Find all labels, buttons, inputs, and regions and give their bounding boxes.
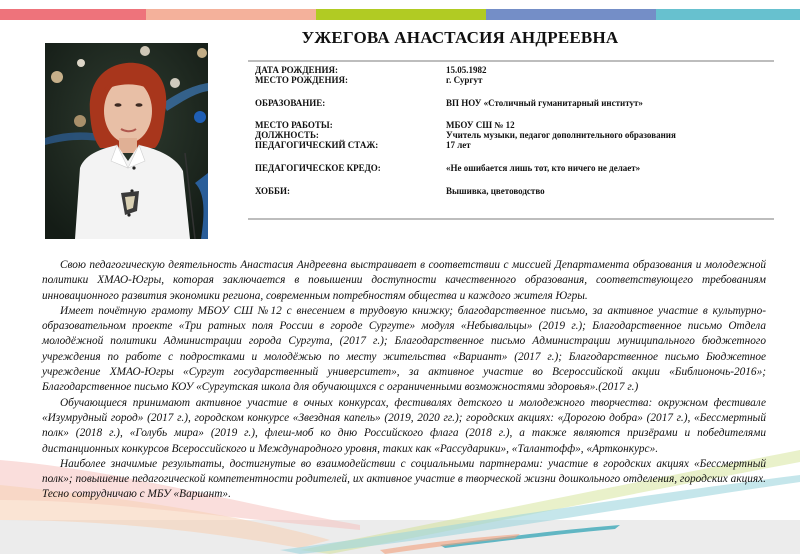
paragraph-students: Обучающиеся принимают активное участие в очных конкурсах, фестивалях детского и молодежного творчества: окружном фестивале «Изумрудный город» (2017 г.), городском конкурсе «Звездная капель» (2019, 2020 гг.); городских акциях: «Дорогою добра» (2017 г.), «Бессмертный полк» (2018 г.), «Голубь мира» (2019 г.), флеш-моб ко дню Российского флага (2018 г.), а также являются призёрами и победителями дистанционных конкурсов Всероссийского и Международного уровня, таких как «Рассударики», «Талантофф», «Артконкурс».: [42, 396, 766, 455]
paragraph-results: Наиболее значимые результаты, достигнутые во взаимодействии с социальными партнерами: участие в городских акциях «Бессмертный полк»; повышение педагогической компетентности родителей, их активное участие в творческой жизни дошкольного отделения, городских акциях. Тесно сотрудничаю с МБУ «Вариант».: [42, 457, 766, 501]
info-label: ПЕДАГОГИЧЕСКИЙ СТАЖ:: [255, 140, 379, 150]
info-value: Вышивка, цветоводство: [446, 186, 545, 196]
info-value: 17 лет: [446, 140, 471, 150]
biography-text: [42, 258, 766, 503]
stripe-segment-green: [316, 9, 486, 20]
info-label: ПЕДАГОГИЧЕСКОЕ КРЕДО:: [255, 163, 381, 173]
stripe-segment-cyan: [656, 9, 800, 20]
info-label: ОБРАЗОВАНИЕ:: [255, 98, 326, 108]
personal-info-box: [248, 60, 774, 220]
stripe-segment-red: [0, 9, 146, 20]
info-label: ДОЛЖНОСТЬ:: [255, 130, 319, 140]
portrait-photo: [45, 43, 208, 239]
paragraph-awards: Имеет почётную грамоту МБОУ СШ №12 с внесением в трудовую книжку; благодарственное письмо, за активное участие в культурно-образовательном проекте «Три ратных поля России в городе Сургуте» модуля «Небывальцы» (2019 г.); Благодарственное письмо Отдела молодёжной политики Администрации города Сургута, (2017 г.); Благодарственное письмо Администрации муниципального бюджетного учреждения по работе с подростками и молодёжью по месту жительства «Вариант» (2017 г.); Благодарственное письмо Бюджетное учреждение ХМАО-Югры «Сургут государственный университет», за активное участие во Всероссийской акции «Библионочь-2016»; Благодарственное письмо КОУ «Сургутская школа для обучающихся с ограниченными возможностями здоровья».(2017 г.): [42, 304, 766, 394]
header-stripe: [0, 9, 800, 20]
info-label: МЕСТО РОЖДЕНИЯ:: [255, 75, 348, 85]
info-value: г. Сургут: [446, 75, 483, 85]
stripe-segment-blue: [486, 9, 656, 20]
info-label: МЕСТО РАБОТЫ:: [255, 120, 333, 130]
info-value: «Не ошибается лишь тот, кто ничего не делает»: [446, 163, 641, 173]
stripe-segment-peach: [146, 9, 316, 20]
info-value: Учитель музыки, педагог дополнительного образования: [446, 130, 676, 140]
info-label: ХОББИ:: [255, 186, 290, 196]
page-title: УЖЕГОВА АНАСТАСИЯ АНДРЕЕВНА: [301, 28, 619, 47]
info-label: ДАТА РОЖДЕНИЯ:: [255, 65, 339, 75]
paragraph-mission: Свою педагогическую деятельность Анастасия Андреевна выстраивает в соответствии с миссией Департамента образования и молодежной политики ХМАО-Югры, которая заключается в повышении доступности качественного образования, соответствующего требованиям инновационного развития экономики региона, современным потребностям общества и каждого жителя Югры.: [42, 259, 766, 302]
info-value: ВП НОУ «Столичный гуманитарный институт»: [446, 98, 643, 108]
portrait-image: [45, 43, 208, 239]
info-value: МБОУ СШ № 12: [446, 120, 515, 130]
info-value: 15.05.1982: [446, 65, 487, 75]
